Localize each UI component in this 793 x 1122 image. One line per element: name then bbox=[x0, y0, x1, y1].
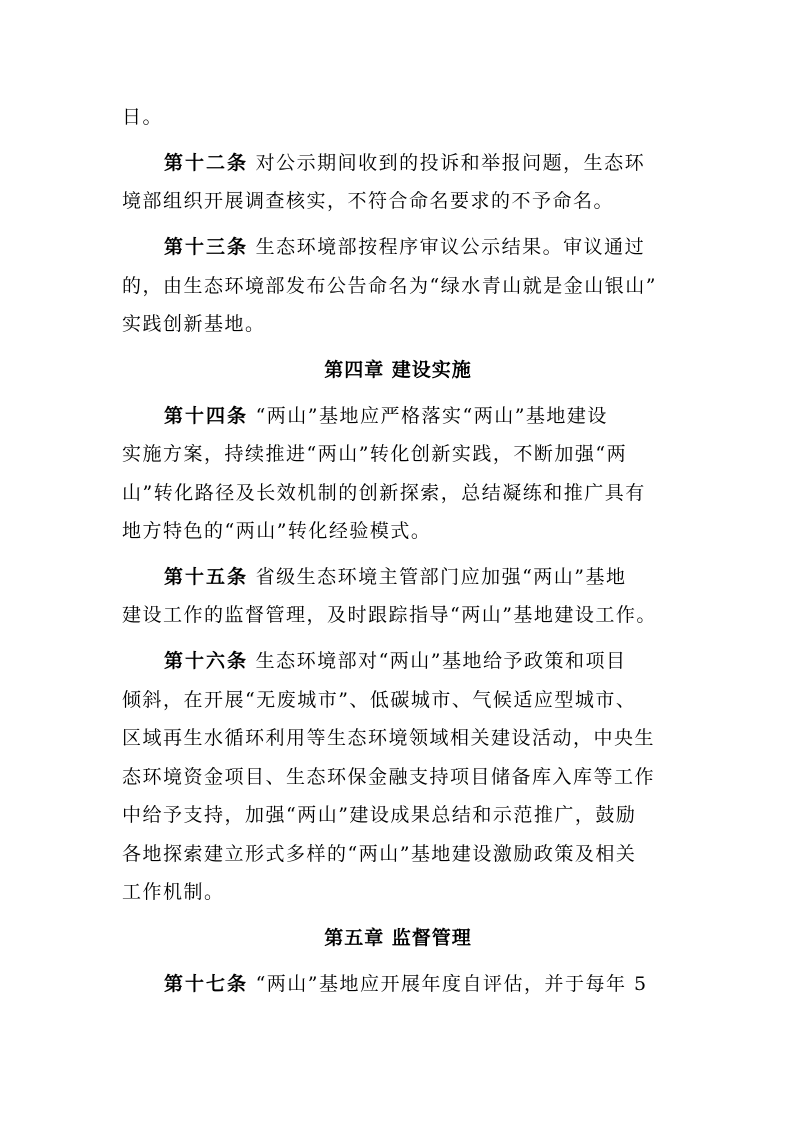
article-15: 第十五条 省级生态环境主管部门应加强“两山”基地 bbox=[164, 565, 627, 588]
article-13: 第十三条 生态环境部按程序审议公示结果。审议通过 bbox=[164, 236, 646, 259]
paragraph-line: 日。 bbox=[122, 106, 164, 128]
paragraph-line: 境部组织开展调查核实，不符合命名要求的不予命名。 bbox=[122, 190, 615, 213]
article-12: 第十二条 对公示期间收到的投诉和举报问题，生态环 bbox=[164, 151, 646, 174]
paragraph-line: 态环境资金项目、生态环保金融支持项目储备库入库等工作 bbox=[122, 765, 656, 788]
paragraph-line: 区域再生水循环利用等生态环境领域相关建设活动，中央生 bbox=[122, 727, 656, 750]
paragraph-line: 地方特色的“两山”转化经验模式。 bbox=[122, 520, 432, 543]
article-label: 第十六条 bbox=[164, 650, 249, 673]
article-label: 第十五条 bbox=[164, 565, 249, 588]
paragraph-line: 各地探索建立形式多样的“两山”基地建设激励政策及相关 bbox=[122, 842, 637, 865]
article-14: 第十四条 “两山”基地应严格落实“两山”基地建设 bbox=[164, 404, 608, 427]
article-16: 第十六条 生态环境部对“两山”基地给予政策和项目 bbox=[164, 650, 627, 673]
article-label: 第十四条 bbox=[164, 404, 249, 427]
article-label: 第十三条 bbox=[164, 236, 249, 259]
paragraph-line: 倾斜，在开展“无废城市”、低碳城市、气候适应型城市、 bbox=[122, 688, 637, 711]
paragraph-line: 山”转化路径及长效机制的创新探索，总结凝练和推广具有 bbox=[122, 481, 646, 504]
article-label: 第十二条 bbox=[164, 151, 249, 174]
article-label: 第十七条 bbox=[164, 972, 249, 995]
paragraph-line: 工作机制。 bbox=[122, 881, 225, 904]
document-page bbox=[122, 98, 674, 1003]
chapter-heading: 第五章 监督管理 bbox=[324, 927, 472, 950]
paragraph-line: 实践创新基地。 bbox=[122, 313, 266, 336]
paragraph-line: 中给予支持，加强“两山”建设成果总结和示范推广，鼓励 bbox=[122, 804, 637, 827]
paragraph-line: 建设工作的监督管理，及时跟踪指导“两山”基地建设工作。 bbox=[122, 604, 657, 627]
chapter-heading: 第四章 建设实施 bbox=[324, 358, 472, 381]
article-17: 第十七条 “两山”基地应开展年度自评估，并于每年 5 bbox=[164, 972, 648, 995]
paragraph-line: 的，由生态环境部发布公告命名为“绿水青山就是金山银山” bbox=[122, 274, 657, 297]
paragraph-line: 实施方案，持续推进“两山”转化创新实践，不断加强“两 bbox=[122, 443, 628, 466]
